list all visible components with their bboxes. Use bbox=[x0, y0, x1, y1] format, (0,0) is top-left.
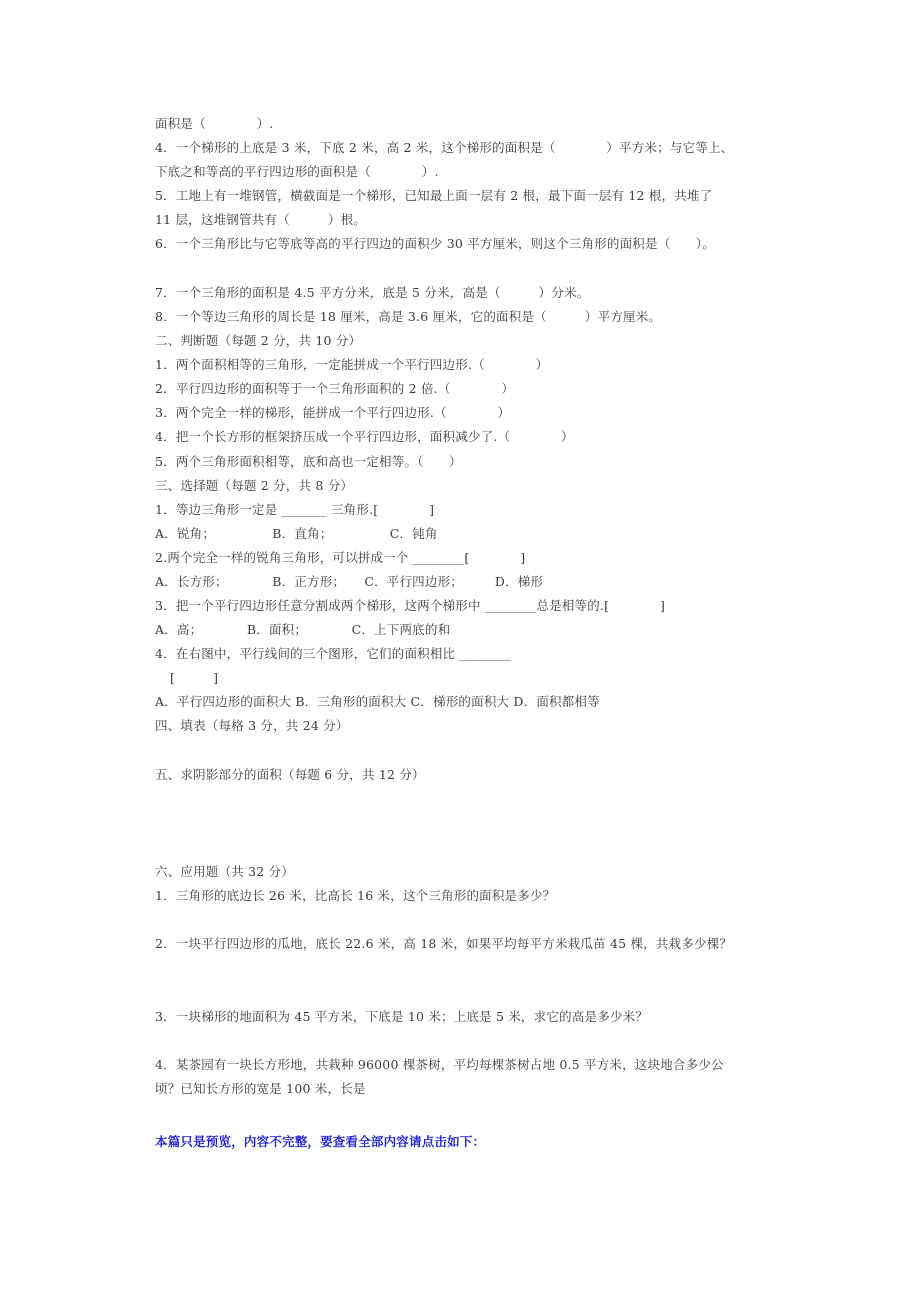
judge-question-2: 2．平行四边形的面积等于一个三角形面积的 2 倍.（ ） bbox=[155, 381, 515, 396]
choice-answer-bracket: [ ] bbox=[170, 670, 219, 685]
choice-options-4: A．平行四边形的面积大 B．三角形的面积大 C．梯形的面积大 D．面积都相等 bbox=[155, 694, 600, 709]
judge-question-4: 4．把一个长方形的框架挤压成一个平行四边形，面积减少了.（ ） bbox=[155, 429, 574, 444]
section-heading-choice: 三、选择题（每题 2 分，共 8 分） bbox=[155, 478, 354, 493]
judge-question-3: 3．两个完全一样的梯形，能拼成一个平行四边形.（ ） bbox=[155, 405, 511, 420]
choice-question-3: 3．把一个平行四边形任意分割成两个梯形，这两个梯形中 ________总是相等的.[ ] bbox=[155, 598, 666, 613]
section-heading-table: 四、填表（每格 3 分，共 24 分） bbox=[155, 718, 349, 733]
text-line: 面积是（ ）. bbox=[155, 116, 274, 131]
application-question-3: 3．一块梯形的地面积为 45 平方米，下底是 10 米；上底是 5 米，求它的高是多少米？ bbox=[155, 1009, 649, 1024]
choice-options-3: A．高； B．面积； C．上下两底的和 bbox=[155, 622, 451, 637]
application-question-1: 1．三角形的底边长 26 米，比高长 16 米，这个三角形的面积是多少？ bbox=[155, 888, 556, 903]
judge-question-5: 5．两个三角形面积相等，底和高也一定相等。（ ） bbox=[155, 454, 462, 469]
question-5-fill: 5．工地上有一堆钢管，横截面是一个梯形，已知最上面一层有 2 根，最下面一层有 12 根，共堆了 bbox=[155, 188, 713, 203]
choice-options-1: A．锐角； B．直角； C．钝角 bbox=[155, 526, 438, 541]
text-line: 下底之和等高的平行四边形的面积是（ ）. bbox=[155, 164, 439, 179]
application-question-2: 2．一块平行四边形的瓜地，底长 22.6 米，高 18 米，如果平均每平方米栽瓜苗 45 棵，共栽多少棵？ bbox=[155, 936, 733, 951]
application-question-4: 4．某茶园有一块长方形地，共栽种 96000 棵茶树，平均每棵茶树占地 0.5 平方米，这块地合多少公 bbox=[155, 1057, 724, 1072]
question-4-fill: 4．一个梯形的上底是 3 米，下底 2 米，高 2 米，这个梯形的面积是（ ）平方米；与它等上、 bbox=[155, 140, 734, 155]
judge-question-1: 1．两个面积相等的三角形，一定能拼成一个平行四边形.（ ） bbox=[155, 357, 549, 372]
choice-question-1: 1．等边三角形一定是 _______ 三角形.[ ] bbox=[155, 502, 435, 517]
choice-question-2: 2.两个完全一样的锐角三角形，可以拼成一个 ________[ ] bbox=[155, 550, 526, 565]
preview-notice-link[interactable]: 本篇只是预览，内容不完整，要查看全部内容请点击如下： bbox=[155, 1134, 486, 1149]
text-line: 11 层，这堆钢管共有（ ）根。 bbox=[155, 212, 366, 227]
question-7-fill: 7．一个三角形的面积是 4.5 平方分米，底是 5 分米，高是（ ）分米。 bbox=[155, 285, 590, 300]
section-heading-judgement: 二、判断题（每题 2 分，共 10 分） bbox=[155, 333, 362, 348]
section-heading-application: 六、应用题（共 32 分） bbox=[155, 864, 294, 879]
section-heading-shaded-area: 五、求阴影部分的面积（每题 6 分，共 12 分） bbox=[155, 767, 425, 782]
text-line: 顷？已知长方形的宽是 100 米，长是 bbox=[155, 1081, 366, 1096]
choice-question-4: 4．在右图中，平行线间的三个图形，它们的面积相比 ________ bbox=[155, 646, 512, 661]
choice-options-2: A．长方形； B．正方形； C．平行四边形； D．梯形 bbox=[155, 574, 544, 589]
question-8-fill: 8．一个等边三角形的周长是 18 厘米，高是 3.6 厘米，它的面积是（ ）平方厘米。 bbox=[155, 309, 662, 324]
question-6-fill: 6．一个三角形比与它等底等高的平行四边的面积少 30 平方厘米，则这个三角形的面积是（ ）。 bbox=[155, 236, 715, 251]
